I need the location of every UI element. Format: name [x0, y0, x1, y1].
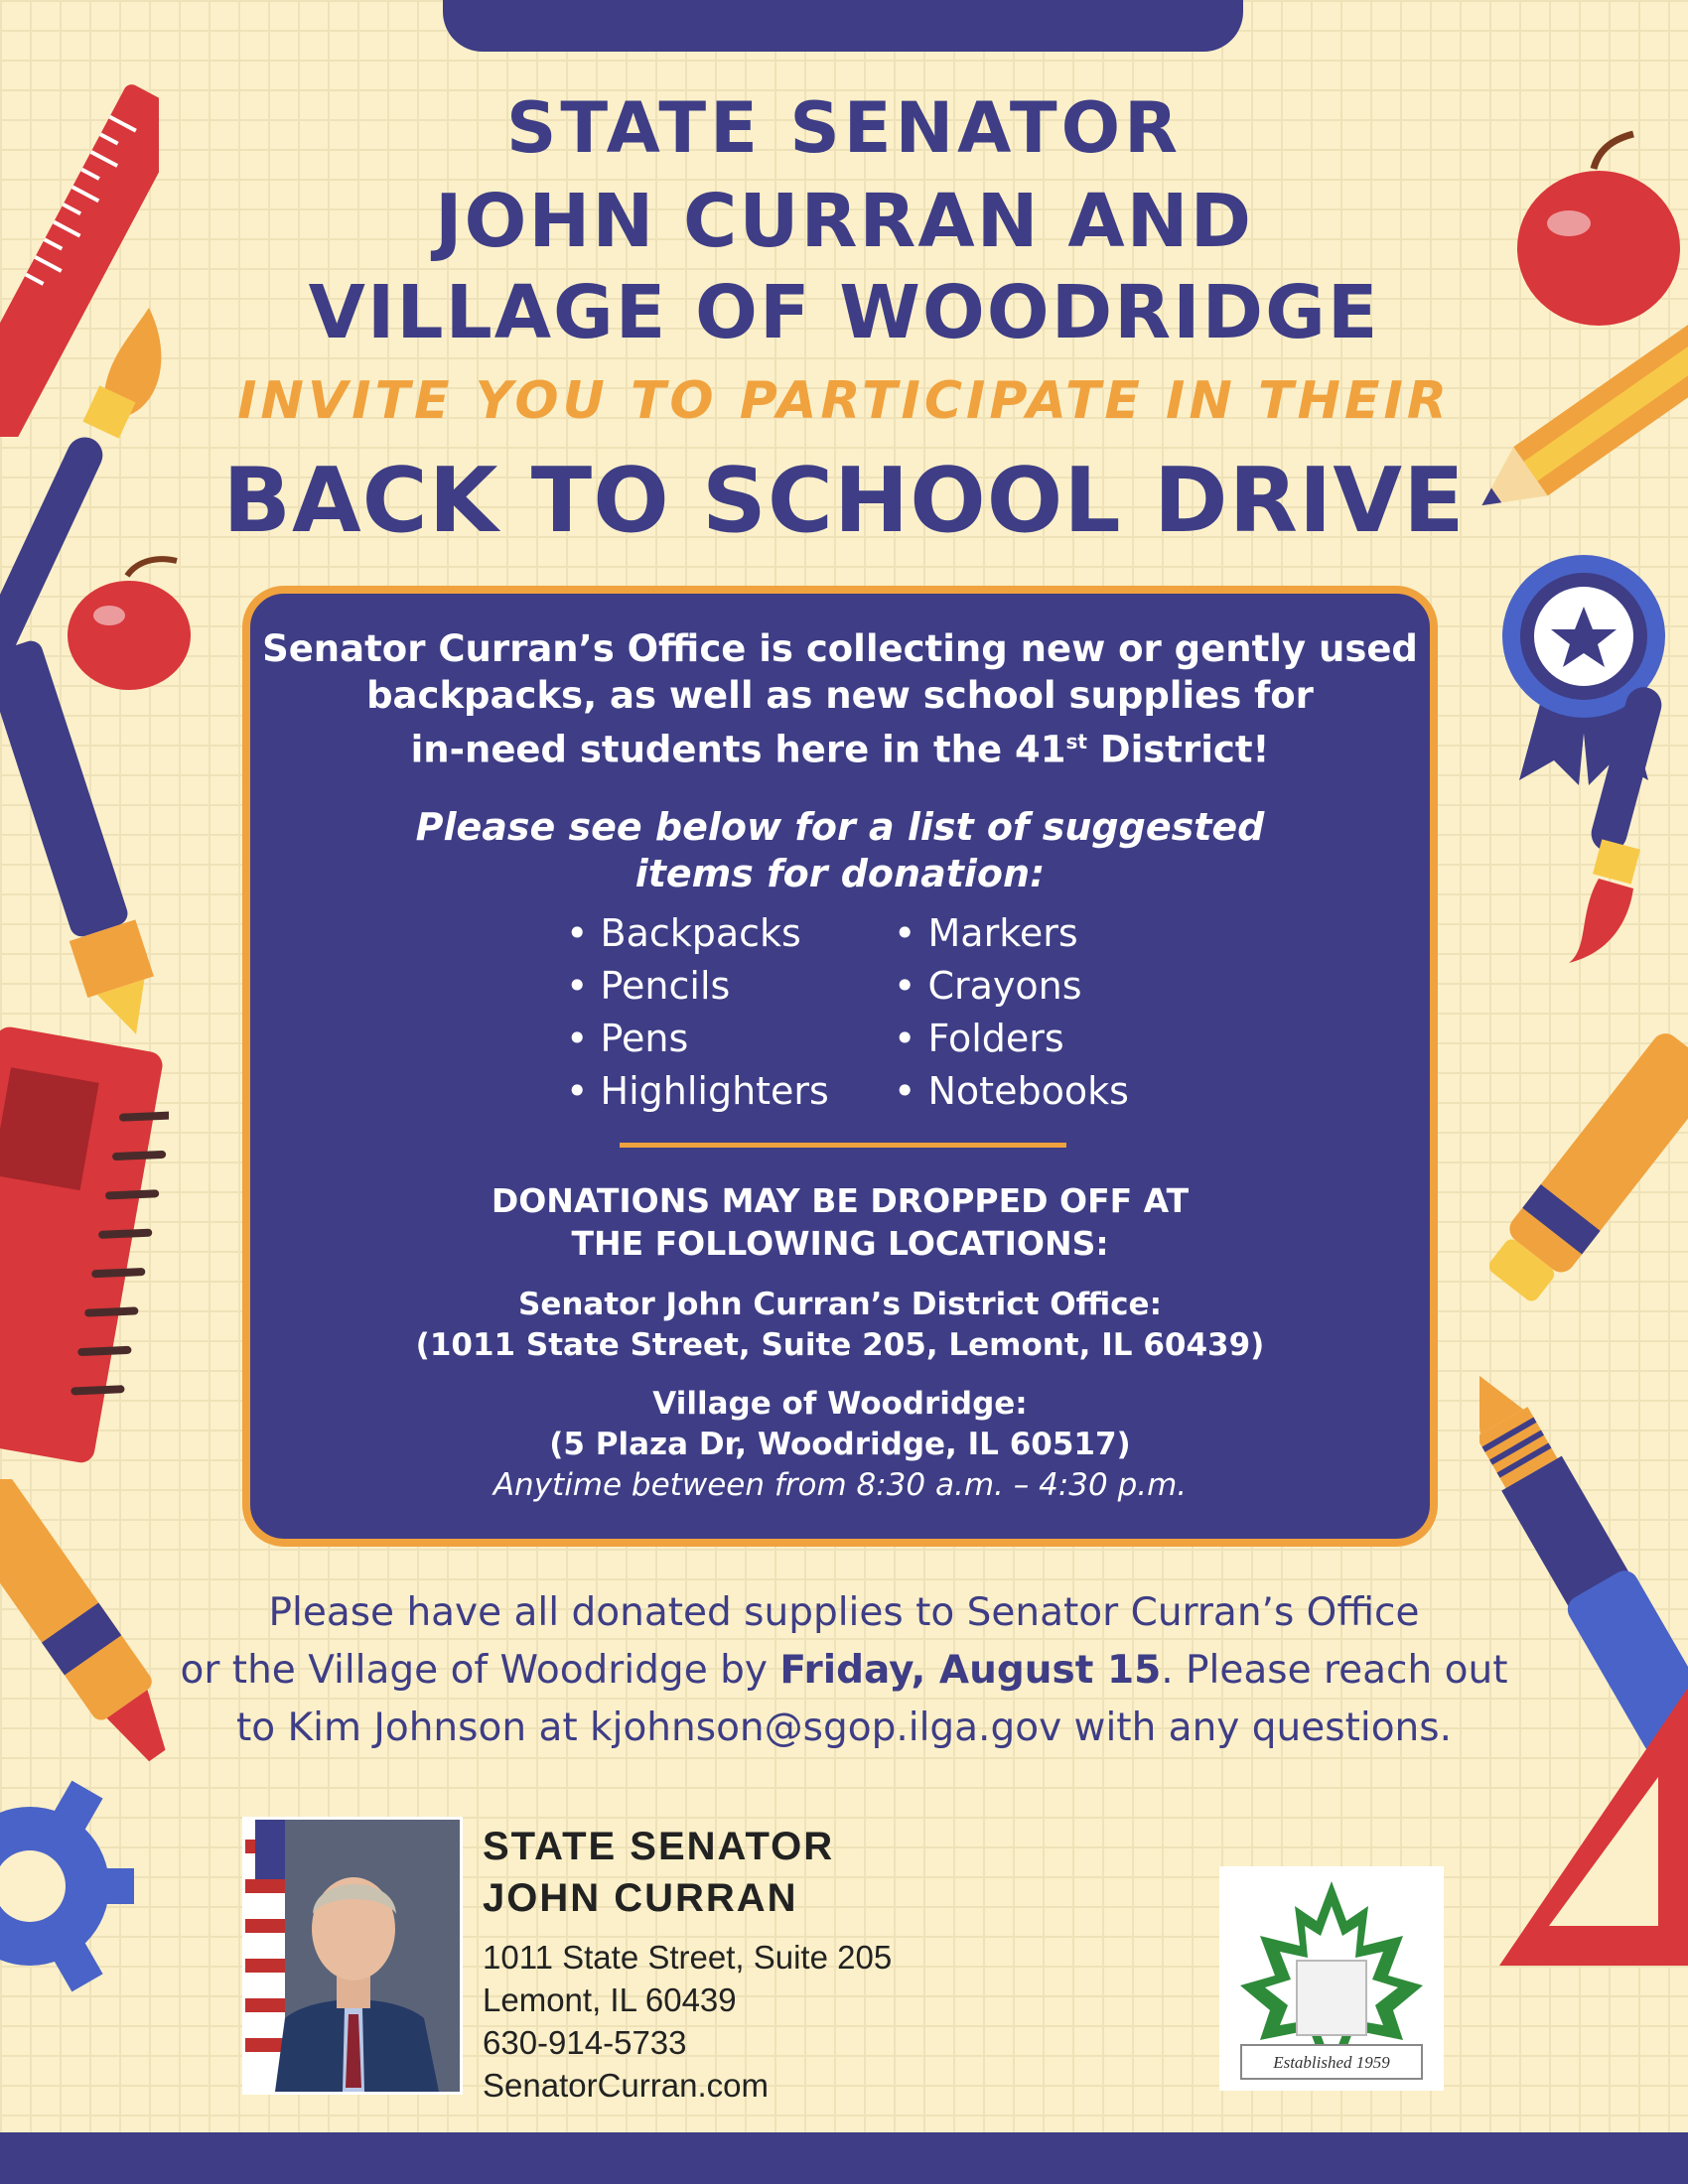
location-address: (5 Plaza Dr, Woodridge, IL 60517): [549, 1427, 1131, 1462]
bottom-banner-band: [0, 2132, 1688, 2184]
list-item: • Notebooks: [894, 1069, 1129, 1113]
intro-line: Senator Curran’s Office is collecting new or gently used: [262, 627, 1418, 670]
contact-address-line2: Lemont, IL 60439: [483, 1981, 737, 2018]
header-line-village: VILLAGE OF WOODRIDGE: [308, 270, 1380, 355]
senator-portrait-icon: [245, 1820, 460, 2092]
list-item: • Crayons: [894, 964, 1082, 1008]
list-item: • Folders: [894, 1017, 1064, 1060]
contact-name: JOHN CURRAN: [483, 1876, 798, 1920]
top-banner-tab: [443, 0, 1243, 52]
suggest-line: items for donation:: [634, 852, 1046, 895]
contact-block: [483, 1821, 892, 2107]
list-item: • Backpacks: [566, 911, 801, 955]
suggest-line: Please see below for a list of suggested: [415, 805, 1265, 849]
header-invite: INVITE YOU TO PARTICIPATE IN THEIR: [237, 371, 1451, 431]
note-text-part: . Please reach out: [1161, 1648, 1508, 1693]
deadline-date: Friday, August 15: [779, 1648, 1162, 1693]
note-line: [0, 1642, 1688, 1700]
dropoff-line: DONATIONS MAY BE DROPPED OFF AT: [491, 1181, 1190, 1220]
header-line-john-curran: JOHN CURRAN AND: [434, 179, 1254, 264]
list-item: • Highlighters: [566, 1069, 829, 1113]
contact-phone: 630-914-5733: [483, 2024, 687, 2061]
location-village: [250, 1384, 1430, 1465]
list-item: • Pencils: [566, 964, 731, 1008]
dropoff-hours: Anytime between from 8:30 a.m. – 4:30 p.m.: [492, 1467, 1188, 1503]
dropoff-line: THE FOLLOWING LOCATIONS:: [571, 1224, 1109, 1263]
contact-website: SenatorCurran.com: [483, 2067, 769, 2104]
list-item: • Pens: [566, 1017, 689, 1060]
paintbrush-icon: [1549, 685, 1688, 963]
intro-text-part: in-need students here in the 41: [410, 728, 1066, 771]
senator-photo: [242, 1817, 463, 2095]
intro-line: backpacks, as well as new school supplies for: [366, 674, 1314, 717]
note-line: Please have all donated supplies to Senator Curran’s Office: [268, 1590, 1420, 1635]
list-item: • Markers: [894, 911, 1078, 955]
divider: [620, 1143, 1066, 1148]
village-woodridge-logo: [1219, 1866, 1444, 2091]
logo-established-text: Established 1959: [1273, 2053, 1390, 2072]
location-name: Senator John Curran’s District Office:: [518, 1287, 1162, 1322]
location-district-office: [250, 1285, 1430, 1366]
gear-icon: [0, 1777, 139, 1995]
suggest-text: [250, 804, 1430, 897]
dropoff-heading: [250, 1179, 1430, 1265]
ordinal-suffix: st: [1065, 730, 1087, 753]
maple-leaf-icon: [1219, 1866, 1444, 2091]
location-address: (1011 State Street, Suite 205, Lemont, IL 60439): [415, 1327, 1265, 1363]
location-name: Village of Woodridge:: [652, 1386, 1028, 1422]
contact-address-line1: 1011 State Street, Suite 205: [483, 1939, 893, 1976]
intro-line: [250, 719, 1430, 772]
pen-icon: [0, 635, 159, 1052]
contact-title: STATE SENATOR: [483, 1825, 835, 1868]
page-title: BACK TO SCHOOL DRIVE: [222, 449, 1466, 553]
note-text-part: or the Village of Woodridge by: [180, 1648, 780, 1693]
note-line: to Kim Johnson at kjohnson@sgop.ilga.gov with any questions.: [236, 1706, 1452, 1750]
intro-text: [250, 625, 1430, 772]
deadline-note: [0, 1584, 1688, 1757]
marker-icon: [1489, 1013, 1688, 1330]
intro-text-part: District!: [1086, 728, 1270, 771]
header-line-state-senator: STATE SENATOR: [505, 87, 1183, 169]
notebook-icon: [0, 1023, 169, 1479]
info-panel: [242, 586, 1438, 1547]
